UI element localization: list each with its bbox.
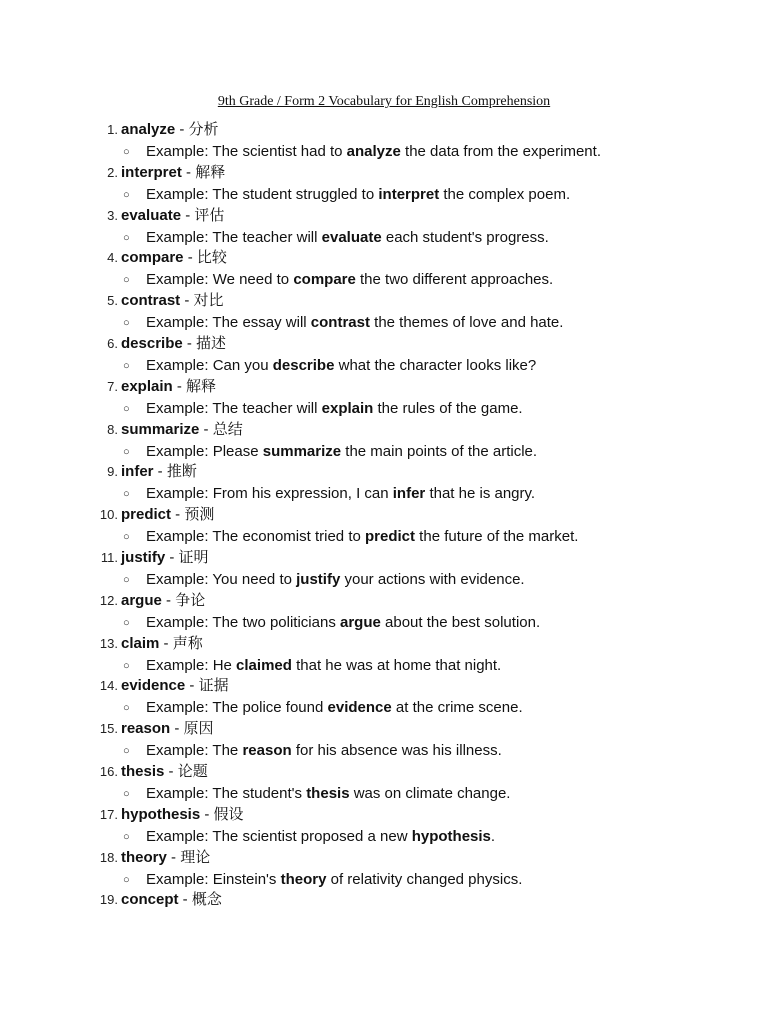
chinese-translation: 总结 bbox=[212, 420, 243, 438]
example-before: Example: The essay will bbox=[146, 314, 311, 332]
term-separator: - bbox=[181, 163, 196, 181]
vocab-entry bbox=[0, 419, 768, 462]
example-before: Example: The student's bbox=[146, 784, 307, 802]
chinese-translation: 概念 bbox=[191, 891, 222, 909]
example-after: . bbox=[490, 827, 496, 845]
example-after: of relativity changed physics. bbox=[326, 870, 523, 888]
vocab-entry bbox=[0, 461, 768, 504]
example-keyword: evidence bbox=[327, 699, 392, 717]
chinese-translation: 争论 bbox=[175, 591, 206, 609]
chinese-translation: 声称 bbox=[172, 634, 203, 652]
chinese-translation: 假设 bbox=[213, 805, 244, 823]
vocab-entry bbox=[0, 205, 768, 248]
term-group bbox=[121, 504, 214, 526]
hollow-circle-bullet-icon: ○ bbox=[123, 830, 130, 843]
term-separator: - bbox=[200, 805, 214, 823]
vocab-entry bbox=[0, 376, 768, 419]
example-after: about the best solution. bbox=[380, 613, 541, 631]
term-separator: - bbox=[178, 891, 192, 909]
chinese-translation: 证据 bbox=[198, 677, 229, 695]
entry-number: 9. bbox=[107, 464, 118, 480]
example-sentence bbox=[146, 697, 523, 719]
chinese-translation: 理论 bbox=[180, 848, 211, 866]
term-separator: - bbox=[161, 591, 176, 609]
vocab-entry bbox=[0, 290, 768, 333]
entry-number: 15. bbox=[99, 721, 118, 737]
entry-number: 12. bbox=[99, 592, 118, 608]
vocab-entry bbox=[0, 633, 768, 676]
chinese-translation: 原因 bbox=[183, 720, 214, 738]
example-keyword: compare bbox=[293, 271, 356, 289]
term-group bbox=[121, 590, 205, 612]
hollow-circle-bullet-icon: ○ bbox=[123, 402, 130, 415]
example-sentence bbox=[146, 526, 578, 548]
example-before: Example: From his expression, I can bbox=[146, 485, 393, 503]
term-separator: - bbox=[182, 334, 197, 352]
chinese-translation: 证明 bbox=[178, 548, 209, 566]
example-after: at the crime scene. bbox=[391, 699, 523, 717]
chinese-translation: 对比 bbox=[193, 292, 224, 310]
hollow-circle-bullet-icon: ○ bbox=[123, 702, 130, 715]
term-separator: - bbox=[171, 506, 185, 524]
hollow-circle-bullet-icon: ○ bbox=[123, 659, 130, 672]
example-keyword: infer bbox=[392, 485, 426, 503]
term-separator: - bbox=[153, 463, 167, 481]
example-keyword: analyze bbox=[346, 143, 401, 160]
entry-number: 19. bbox=[99, 892, 118, 908]
example-sentence bbox=[146, 655, 501, 677]
term-group bbox=[121, 376, 216, 398]
term-separator: - bbox=[181, 206, 195, 224]
term-group bbox=[121, 633, 203, 655]
example-keyword: justify bbox=[296, 570, 341, 588]
vocab-term: reason bbox=[121, 720, 171, 738]
hollow-circle-bullet-icon: ○ bbox=[123, 445, 130, 458]
vocab-entry bbox=[0, 247, 768, 290]
entry-number: 6. bbox=[107, 335, 118, 351]
term-separator: - bbox=[183, 249, 197, 267]
example-sentence bbox=[146, 612, 540, 634]
document-title: 9th Grade / Form 2 Vocabulary for English Comprehension bbox=[217, 94, 551, 109]
example-keyword: hypothesis bbox=[411, 827, 491, 845]
term-group bbox=[121, 718, 214, 740]
entry-number: 18. bbox=[99, 849, 118, 865]
example-before: Example: The teacher will bbox=[146, 228, 322, 246]
vocab-entry bbox=[0, 718, 768, 761]
example-after: the rules of the game. bbox=[373, 399, 523, 417]
vocab-entry bbox=[0, 590, 768, 633]
vocab-term: theory bbox=[121, 848, 167, 866]
vocab-term: interpret bbox=[121, 163, 182, 181]
example-keyword: thesis bbox=[306, 784, 350, 802]
vocab-term: thesis bbox=[121, 762, 165, 780]
example-sentence bbox=[146, 269, 553, 291]
vocab-term: evidence bbox=[121, 677, 186, 695]
vocab-entry bbox=[0, 804, 768, 847]
chinese-translation: 解释 bbox=[186, 377, 217, 395]
example-after: what the character looks like? bbox=[334, 356, 537, 374]
hollow-circle-bullet-icon: ○ bbox=[123, 231, 130, 244]
vocab-entry bbox=[0, 547, 768, 590]
vocab-entry bbox=[0, 119, 768, 162]
vocab-term: argue bbox=[121, 591, 162, 609]
term-group bbox=[121, 847, 210, 869]
example-after: your actions with evidence. bbox=[340, 570, 525, 588]
example-keyword: claimed bbox=[236, 656, 292, 674]
term-group bbox=[121, 461, 197, 483]
example-keyword: argue bbox=[339, 613, 381, 631]
entry-number: 16. bbox=[99, 763, 118, 779]
example-sentence bbox=[146, 441, 537, 463]
term-group bbox=[121, 205, 224, 227]
vocab-entry bbox=[0, 504, 768, 547]
chinese-translation: 解释 bbox=[195, 163, 226, 181]
example-before: Example: You need to bbox=[146, 570, 297, 588]
entry-number: 2. bbox=[107, 164, 118, 180]
hollow-circle-bullet-icon: ○ bbox=[123, 531, 130, 544]
hollow-circle-bullet-icon: ○ bbox=[123, 188, 130, 201]
example-sentence bbox=[146, 740, 502, 762]
hollow-circle-bullet-icon: ○ bbox=[123, 745, 130, 758]
term-separator: - bbox=[164, 762, 178, 780]
hollow-circle-bullet-icon: ○ bbox=[123, 274, 130, 287]
example-after: the future of the market. bbox=[415, 528, 579, 546]
term-separator: - bbox=[170, 720, 184, 738]
vocab-entry bbox=[0, 675, 768, 718]
vocab-entry bbox=[0, 761, 768, 804]
term-group bbox=[121, 547, 209, 569]
term-group bbox=[121, 290, 224, 312]
example-keyword: summarize bbox=[262, 442, 342, 460]
hollow-circle-bullet-icon: ○ bbox=[123, 787, 130, 800]
vocab-term: describe bbox=[121, 334, 183, 352]
term-group bbox=[121, 419, 243, 441]
term-group bbox=[121, 889, 222, 911]
entry-number: 8. bbox=[107, 421, 118, 437]
example-keyword: explain bbox=[321, 399, 374, 417]
vocab-term: predict bbox=[121, 506, 172, 524]
hollow-circle-bullet-icon: ○ bbox=[123, 573, 130, 586]
example-sentence bbox=[146, 826, 495, 848]
term-separator: - bbox=[185, 677, 199, 695]
example-before: Example: We need to bbox=[146, 271, 294, 289]
example-before: Example: The teacher will bbox=[146, 399, 322, 417]
entry-number: 17. bbox=[99, 806, 118, 822]
term-group bbox=[121, 247, 227, 269]
term-group bbox=[121, 162, 225, 184]
term-group bbox=[121, 119, 219, 141]
term-separator: - bbox=[165, 548, 179, 566]
term-group bbox=[121, 804, 244, 826]
hollow-circle-bullet-icon: ○ bbox=[123, 488, 130, 501]
example-sentence bbox=[146, 141, 601, 163]
vocab-term: analyze bbox=[121, 121, 176, 138]
example-sentence bbox=[146, 569, 525, 591]
example-after: the two different approaches. bbox=[355, 271, 554, 289]
chinese-translation: 推断 bbox=[166, 463, 197, 481]
entry-number: 1. bbox=[107, 122, 118, 137]
example-sentence bbox=[146, 355, 536, 377]
chinese-translation: 比较 bbox=[196, 249, 227, 267]
example-sentence bbox=[146, 398, 523, 420]
example-after: that he is angry. bbox=[425, 485, 536, 503]
example-before: Example: He bbox=[146, 656, 237, 674]
example-keyword: interpret bbox=[378, 185, 440, 203]
entry-number: 7. bbox=[107, 378, 118, 394]
example-sentence bbox=[146, 227, 549, 249]
example-after: the main points of the article. bbox=[341, 442, 538, 460]
example-before: Example: Einstein's bbox=[146, 870, 281, 888]
example-keyword: theory bbox=[280, 870, 327, 888]
vocab-entry bbox=[0, 162, 768, 205]
vocab-term: explain bbox=[121, 377, 173, 395]
example-keyword: predict bbox=[365, 528, 416, 546]
term-group bbox=[121, 761, 208, 783]
example-sentence bbox=[146, 312, 563, 334]
vocab-term: summarize bbox=[121, 420, 200, 438]
example-after: the data from the experiment. bbox=[400, 143, 601, 160]
chinese-translation: 描述 bbox=[196, 334, 227, 352]
example-sentence bbox=[146, 483, 535, 505]
example-sentence bbox=[146, 869, 522, 891]
vocab-term: infer bbox=[121, 463, 154, 481]
chinese-translation: 评估 bbox=[194, 206, 225, 224]
vocab-term: hypothesis bbox=[121, 805, 201, 823]
hollow-circle-bullet-icon: ○ bbox=[123, 146, 130, 158]
example-before: Example: The police found bbox=[146, 699, 328, 717]
chinese-translation: 论题 bbox=[177, 762, 208, 780]
example-before: Example: Please bbox=[146, 442, 263, 460]
hollow-circle-bullet-icon: ○ bbox=[123, 359, 130, 372]
vocab-term: compare bbox=[121, 249, 184, 267]
example-keyword: reason bbox=[242, 742, 292, 760]
example-before: Example: The two politicians bbox=[146, 613, 340, 631]
example-after: each student's progress. bbox=[381, 228, 549, 246]
vocab-term: justify bbox=[121, 548, 166, 566]
example-keyword: describe bbox=[272, 356, 335, 374]
entry-number: 14. bbox=[99, 678, 118, 694]
term-group bbox=[121, 333, 226, 355]
term-separator: - bbox=[166, 848, 181, 866]
term-separator: - bbox=[175, 121, 189, 138]
example-after: that he was at home that night. bbox=[291, 656, 502, 674]
example-after: for his absence was his illness. bbox=[291, 742, 502, 760]
entry-number: 5. bbox=[107, 293, 118, 309]
entry-number: 10. bbox=[99, 507, 118, 523]
chinese-translation: 分析 bbox=[188, 121, 219, 138]
hollow-circle-bullet-icon: ○ bbox=[123, 317, 130, 330]
hollow-circle-bullet-icon: ○ bbox=[123, 873, 130, 886]
example-before: Example: The economist tried to bbox=[146, 528, 365, 546]
term-separator: - bbox=[199, 420, 213, 438]
hollow-circle-bullet-icon: ○ bbox=[123, 616, 130, 629]
entry-number: 3. bbox=[107, 207, 118, 223]
example-keyword: evaluate bbox=[321, 228, 382, 246]
term-separator: - bbox=[172, 377, 187, 395]
example-before: Example: The bbox=[146, 742, 243, 760]
entry-number: 13. bbox=[99, 635, 118, 651]
example-after: was on climate change. bbox=[349, 784, 511, 802]
vocabulary-list bbox=[0, 119, 768, 932]
vocab-term: evaluate bbox=[121, 206, 182, 224]
example-keyword: contrast bbox=[310, 314, 370, 332]
example-sentence bbox=[146, 783, 510, 805]
vocab-term: claim bbox=[121, 634, 160, 652]
example-before: Example: The scientist had to bbox=[146, 143, 347, 160]
example-sentence bbox=[146, 184, 570, 206]
entry-number: 11. bbox=[100, 549, 118, 565]
chinese-translation: 预测 bbox=[184, 506, 215, 524]
entry-number: 4. bbox=[107, 250, 118, 266]
example-before: Example: The scientist proposed a new bbox=[146, 827, 412, 845]
example-before: Example: Can you bbox=[146, 356, 273, 374]
vocab-entry bbox=[0, 847, 768, 890]
vocab-term: contrast bbox=[121, 292, 181, 310]
vocab-term: concept bbox=[121, 891, 179, 909]
example-after: the complex poem. bbox=[439, 185, 571, 203]
example-before: Example: The student struggled to bbox=[146, 185, 379, 203]
vocab-entry bbox=[0, 333, 768, 376]
term-group bbox=[121, 675, 229, 697]
term-separator: - bbox=[180, 292, 194, 310]
term-separator: - bbox=[159, 634, 173, 652]
example-after: the themes of love and hate. bbox=[369, 314, 564, 332]
vocab-entry bbox=[0, 889, 768, 932]
